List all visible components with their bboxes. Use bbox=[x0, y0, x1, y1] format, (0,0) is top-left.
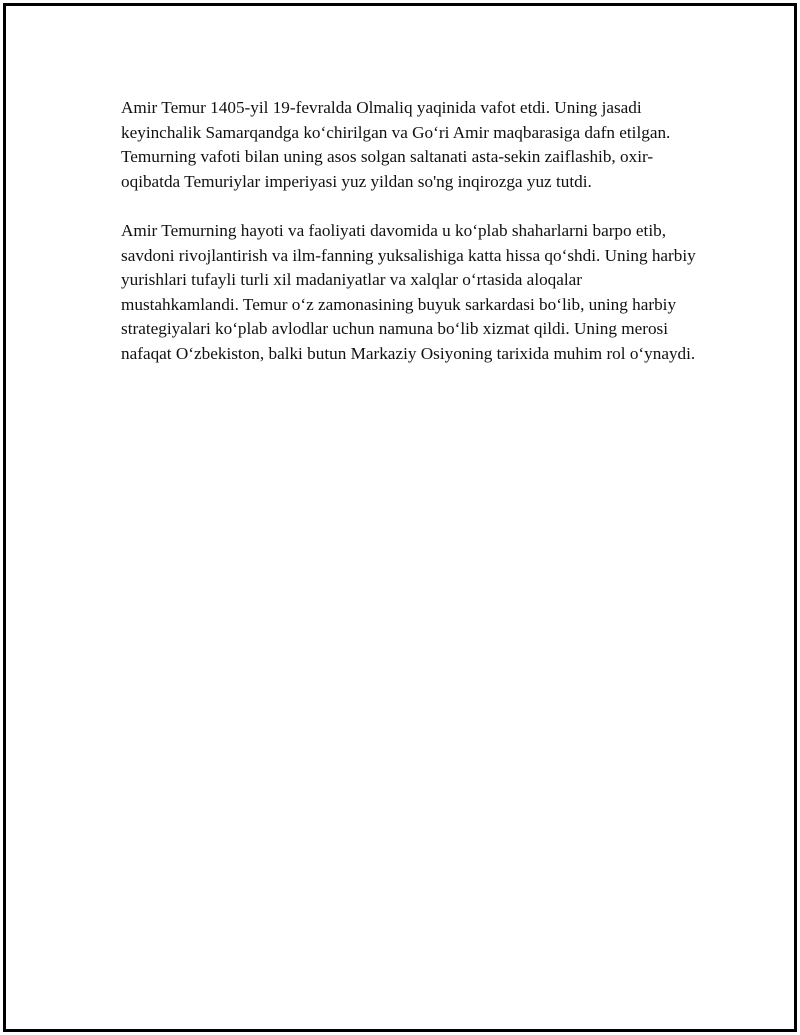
document-page bbox=[3, 3, 797, 1032]
document-body bbox=[121, 96, 696, 391]
paragraph-death-and-burial: Amir Temur 1405-yil 19-fevralda Olmaliq yaqinida vafot etdi. Uning jasadi keyinchalik Samarqandga ko‘chirilgan va Go‘ri Amir maqbarasiga dafn etilgan. Temurning vafoti bilan uning asos solgan saltanati asta-sekin zaiflashib, oxir-oqibatda Temuriylar imperiyasi yuz yildan so'ng inqirozga yuz tutdi. bbox=[121, 98, 671, 191]
paragraph-legacy: Amir Temurning hayoti va faoliyati davomida u ko‘plab shaharlarni barpo etib, savdoni rivojlantirish va ilm-fanning yuksalishiga katta hissa qo‘shdi. Uning harbiy yurishlari tufayli turli xil madaniyatlar va xalqlar o‘rtasida aloqalar mustahkamlandi. Temur o‘z zamonasining buyuk sarkardasi bo‘lib, uning harbiy strategiyalari ko‘plab avlodlar uchun namuna bo‘lib xizmat qildi. Uning merosi nafaqat O‘zbekiston, balki butun Markaziy Osiyoning tarixida muhim rol o‘ynaydi. bbox=[121, 220, 696, 363]
